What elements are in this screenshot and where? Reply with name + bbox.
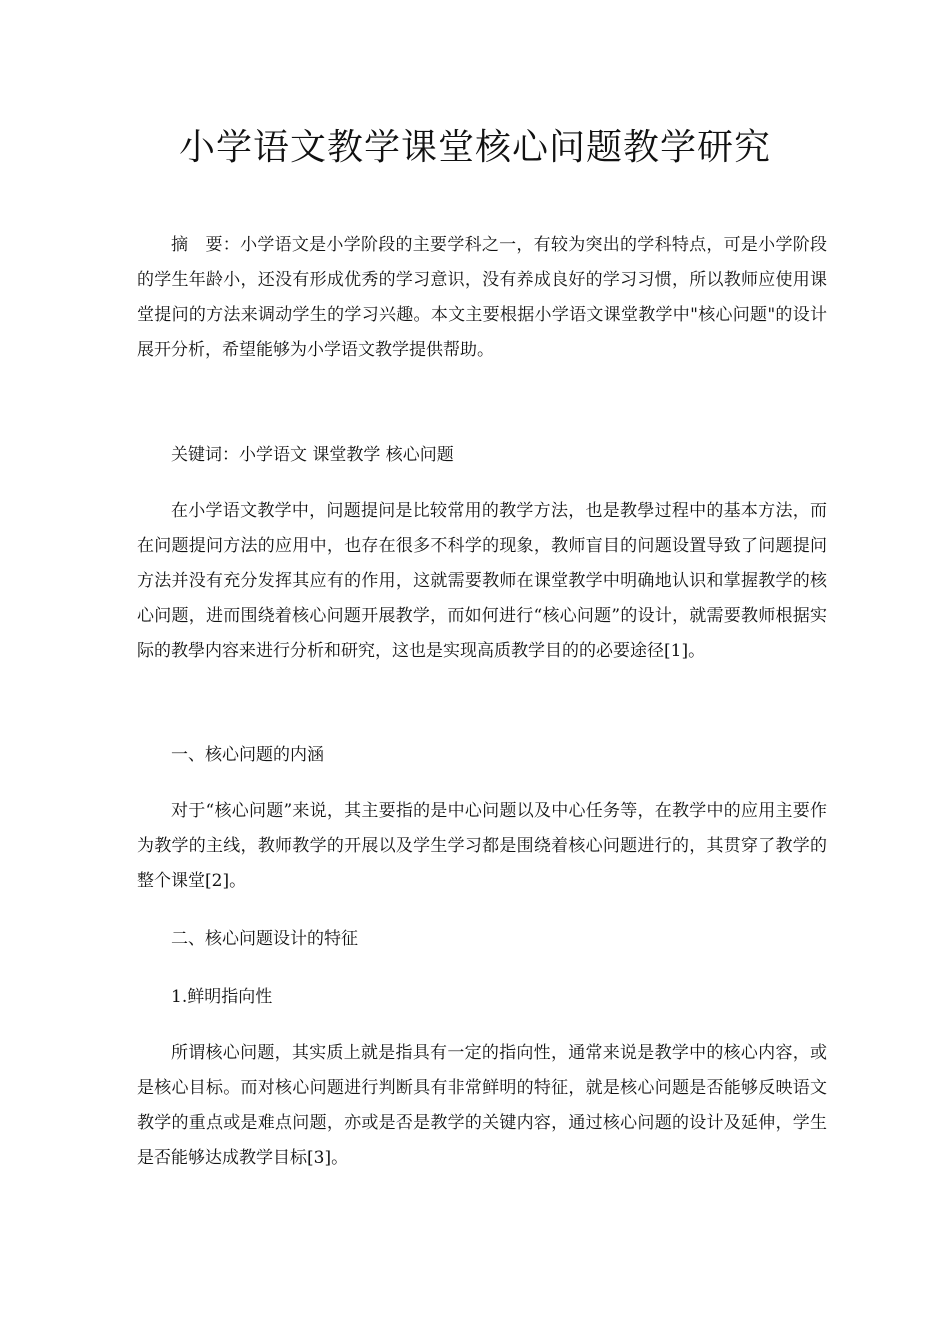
keywords-line: 关键词：小学语文 课堂教学 核心问题	[171, 445, 454, 465]
subsection-1-paragraph: 所谓核心问题，其实质上就是指具有一定的指向性，通常来说是教学中的核心内容，或是核心目标。而对核心问题进行判断具有非常鲜明的特征，就是核心问题是否能够反映语文教学的重点或是难点问题，亦或是否是教学的关键内容，通过核心问题的设计及延伸，学生是否能够达成教学目标[3]。	[137, 1043, 827, 1168]
subsection-heading-1: 1.鲜明指向性	[171, 987, 273, 1007]
abstract-paragraph: 摘 要：小学语文是小学阶段的主要学科之一，有较为突出的学科特点，可是小学阶段的学生年龄小，还没有形成优秀的学习意识，没有养成良好的学习习惯，所以教师应使用课堂提问的方法来调动学生的学习兴趣。本文主要根据小学语文课堂教学中"核心问题"的设计展开分析，希望能够为小学语文教学提供帮助。	[137, 235, 827, 360]
section-heading-1: 一、核心问题的内涵	[171, 745, 324, 765]
section-heading-2: 二、核心问题设计的特征	[171, 929, 358, 949]
intro-paragraph: 在小学语文教学中，问题提问是比较常用的教学方法，也是教學过程中的基本方法，而在问题提问方法的应用中，也存在很多不科学的现象，教师盲目的问题设置导致了问题提问方法并没有充分发挥其应有的作用，这就需要教师在课堂教学中明确地认识和掌握教学的核心问题，进而围绕着核心问题开展教学，而如何进行“核心问题”的设计，就需要教师根据实际的教學内容来进行分析和研究，这也是实现高质教学目的的必要途径[1]。	[137, 501, 827, 661]
section-1-paragraph: 对于“核心问题”来说，其主要指的是中心问题以及中心任务等，在教学中的应用主要作为教学的主线，教师教学的开展以及学生学习都是围绕着核心问题进行的，其贯穿了教学的整个课堂[2]。	[137, 801, 827, 891]
document-title: 小学语文教学课堂核心问题教学研究	[178, 127, 771, 168]
